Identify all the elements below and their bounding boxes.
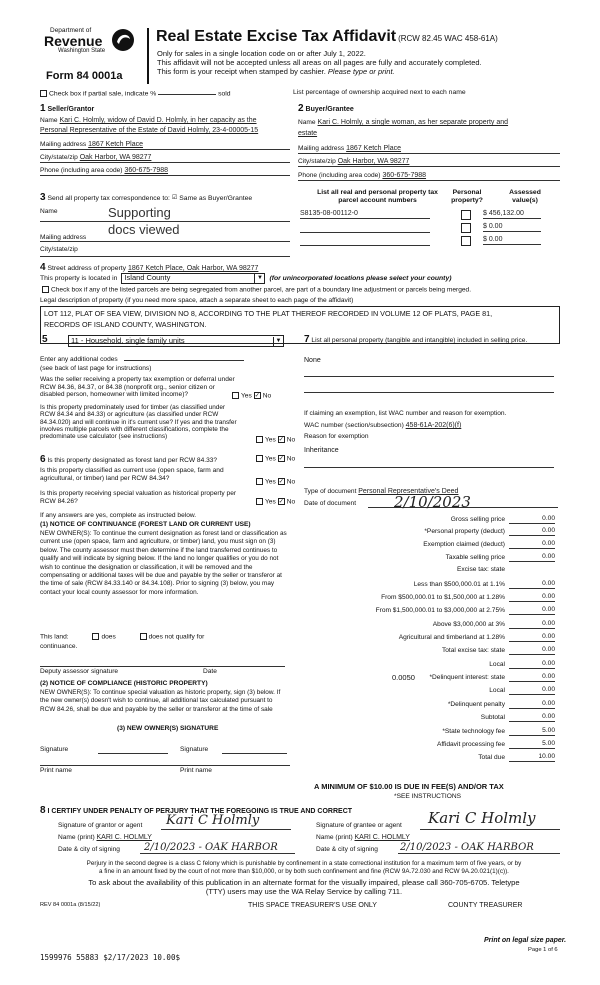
tax-row	[300, 540, 555, 549]
pp-line-1	[304, 376, 554, 377]
seller-name-2[interactable]: Personal Representative of the Estate of David Holmly, 23-4-00005-15	[40, 127, 259, 134]
segregated-row	[40, 286, 471, 294]
new-owner-sig-row	[40, 746, 290, 754]
forest-no-checkbox[interactable]: ✓	[278, 456, 284, 462]
tax-row	[300, 633, 555, 642]
timber-yes-no	[254, 436, 295, 444]
buyer-address[interactable]: 1867 Ketch Place	[346, 145, 402, 152]
parcel-number[interactable]: S8135-08-00112-0	[300, 210, 430, 219]
s8-num: 8	[40, 805, 46, 816]
minimum-due-note: A MINIMUM OF $10.00 IS DUE IN FEE(S) AND/OR TAX	[314, 782, 504, 791]
grantee-date-city[interactable]: 2/10/2023 - OAK HARBOR	[400, 842, 534, 853]
correspondence-num: 3	[40, 192, 46, 203]
tax-row	[300, 686, 555, 695]
buyer-name-row	[298, 119, 560, 127]
new-owner-sig-title: (3) NEW OWNER(S) SIGNATURE	[117, 725, 219, 732]
tax-row	[300, 660, 555, 669]
grantee-name-row	[316, 834, 562, 842]
buyer-name-label: Name	[298, 119, 316, 126]
tax-row-label: Exemption claimed (deduct)	[423, 541, 505, 548]
additional-codes-note: (see back of last page for instructions)	[40, 365, 152, 372]
parcel-number[interactable]	[300, 236, 430, 246]
segregated-label: Check box if any of the listed parcels are being segregated from another parcel, are part of a boundary line adjustment or parcels being merged.	[51, 286, 472, 294]
chevron-down-icon: ▼	[254, 274, 264, 283]
logo-dept: Department of	[50, 27, 92, 34]
seller-title: Seller/Grantor	[47, 106, 95, 113]
tax-row	[300, 753, 555, 762]
partial-sale-checkbox[interactable]	[40, 90, 47, 97]
grantor-name-row	[58, 834, 298, 842]
personal-property-checkbox[interactable]	[461, 223, 471, 233]
form-rcw: (RCW 82.45 WAC 458-61A)	[398, 34, 498, 43]
parcel-col-h1b: parcel account numbers	[338, 196, 417, 204]
this-land-label: This land:	[40, 633, 69, 641]
deputy-date-label: Date	[203, 668, 217, 675]
county-row	[40, 273, 452, 284]
buyer-phone[interactable]: 360-675-7988	[382, 172, 427, 179]
chevron-down-icon: ▼	[273, 337, 283, 346]
deputy-sig-label: Deputy assessor signature	[40, 668, 119, 675]
land-use-select[interactable]	[68, 335, 284, 347]
use-num: 5	[42, 334, 48, 345]
buyer-address-row	[298, 145, 560, 154]
see-instructions: *SEE INSTRUCTIONS	[394, 793, 462, 800]
seller-name-1[interactable]: Kari C. Holmly, widow of David D. Holmly, in her capacity as the	[59, 117, 257, 124]
revenue-swirl-icon	[110, 27, 136, 53]
continuance-label: continuance.	[40, 643, 78, 650]
personal-property-value[interactable]: None	[304, 357, 321, 364]
tax-row-label: Gross selling price	[450, 516, 505, 523]
additional-codes-row	[40, 356, 290, 364]
forest-question-row	[40, 454, 250, 466]
tax-row	[300, 646, 555, 655]
county-treasurer: COUNTY TREASURER	[448, 902, 523, 909]
parcel-col-h1: List all real and personal property tax	[317, 189, 438, 196]
assessed-col-header	[495, 189, 555, 205]
county-note: (for unincorporated locations please select your county)	[269, 274, 452, 282]
tax-row-label: Agricultural and timberland at 1.28%	[398, 634, 505, 641]
street-label: Street address of property	[47, 265, 127, 272]
land-qualify-row	[40, 633, 290, 641]
tax-row	[300, 553, 555, 562]
forest-yes-checkbox[interactable]	[256, 455, 263, 462]
grantee-name-label: Name (print)	[316, 834, 353, 841]
current-use-question: Is this property classified as current use (open space, farm and agricultural, or timber) land per RCW 84.34?	[40, 467, 224, 482]
partial-sold-label: sold	[218, 90, 231, 98]
yes-label: Yes	[265, 436, 276, 444]
tax-row-value[interactable]: 0.00	[509, 620, 555, 629]
does-label: does	[101, 633, 116, 641]
does-checkbox[interactable]	[92, 633, 99, 640]
tax-row	[300, 566, 555, 574]
personal-col-h2: Personal	[452, 189, 482, 196]
alt-format-2: (TTY) users may use the WA Relay Service by calling 711.	[205, 887, 403, 896]
tax-row-label: Local	[489, 687, 505, 694]
exemption-question: Was the seller receiving a property tax exemption or deferral under RCW 84.36, 84.37, or 84.38 (nonprofit org., senior citizen or disabled person, homeowner with limited income)?	[40, 376, 235, 399]
historic-yes-no	[254, 498, 295, 506]
tax-row-label: Less than $500,000.01 at 1.1%	[413, 581, 505, 588]
corr-address-value[interactable]: docs viewed	[108, 222, 180, 237]
tax-row-label: Local	[489, 661, 505, 668]
grantee-sig-label: Signature of grantee or agent	[316, 822, 402, 829]
form-number: Form 84 0001a	[46, 70, 123, 82]
tax-row-label: Subtotal	[480, 714, 505, 721]
no-label: No	[286, 498, 296, 506]
tax-row-label: From $500,000.01 to $1,500,000 at 1.28%	[381, 594, 505, 601]
header-divider	[147, 28, 149, 84]
historic-no-checkbox[interactable]: ✓	[278, 499, 284, 505]
seller-city-label: City/state/zip	[40, 154, 78, 161]
parcel-col-header	[300, 189, 455, 205]
tax-row-value[interactable]: 0.00	[509, 527, 555, 536]
perjury-line-1	[34, 860, 574, 867]
buyer-city[interactable]: Oak Harbor, WA 98277	[337, 158, 410, 165]
tax-row-label: *Delinquent interest: state	[429, 674, 505, 681]
buyer-name-2[interactable]: estate	[298, 130, 318, 137]
tax-row-value[interactable]: 0.00	[509, 713, 555, 722]
current-use-yes-checkbox[interactable]	[256, 478, 263, 485]
new-owner-print-row	[40, 765, 290, 775]
tax-row	[300, 606, 555, 615]
buyer-title: Buyer/Grantee	[305, 106, 354, 113]
continuance-title: (1) NOTICE OF CONTINUANCE (FOREST LAND OR CURRENT USE)	[40, 521, 251, 528]
forest-yes-no	[254, 455, 295, 463]
wac-label: WAC number (section/subsection)	[304, 422, 404, 429]
tax-row-value[interactable]: 0.00	[509, 673, 555, 682]
no-label: No	[286, 478, 296, 486]
correspondence-heading	[40, 192, 252, 204]
tax-row-value[interactable]: 0.00	[509, 540, 555, 549]
tax-row-value[interactable]: 0.00	[509, 606, 555, 615]
header-line2: This affidavit will not be accepted unless all areas on all pages are fully and accurately completed.	[157, 58, 482, 67]
correspondence-label: Send all property tax correspondence to:	[47, 195, 170, 202]
doc-date-row	[304, 493, 558, 511]
page-number: Page 1 of 6	[528, 947, 558, 953]
timber-question: Is this property predominately used for timber (as classified under RCW 84.34 and 84.33) or agriculture (as classified under RCW 84.34.020) and will continue in it's current use? If yes and the transfer involves multiple parcels with different classifications, complete the predominate use calculator (see instructions)	[40, 404, 237, 441]
tax-row	[300, 713, 555, 722]
buyer-address-label: Mailing address	[298, 145, 345, 152]
tax-row-value[interactable]: 0.00	[509, 580, 555, 589]
buyer-phone-label: Phone (including area code)	[298, 172, 381, 179]
new-owner-sig-label: Signature	[40, 746, 69, 753]
grantor-date-row	[58, 842, 298, 854]
tax-row	[300, 580, 555, 589]
local-rate[interactable]: 0.0050	[392, 673, 415, 682]
buyer-phone-row	[298, 172, 560, 181]
tax-row-value[interactable]: 5.00	[509, 727, 555, 736]
alt-format-1: To ask about the availability of this publication in an alternate format for the visually impaired, please call 360-705-6705. Teletype	[88, 878, 520, 887]
buyer-name-1[interactable]: Kari C. Holmly, a single woman, as her separate property and	[317, 119, 509, 126]
street-num: 4	[40, 262, 46, 273]
buyer-city-row	[298, 158, 560, 167]
tax-row-label: Taxable selling price	[445, 554, 505, 561]
same-as-buyer-checkbox[interactable]: ☑	[171, 194, 178, 201]
tax-row-value[interactable]: 0.00	[509, 633, 555, 642]
perjury-text-2: a fine in an amount fixed by the court of not more than $10,000, or by both such confinement and fine (RCW 9A.72.030 and RCW 9A.20.021(1)(c)).	[99, 868, 509, 875]
seller-phone-row	[40, 167, 290, 176]
wac-value[interactable]: 458-61A-202(6)(f)	[405, 422, 462, 429]
yes-label: Yes	[241, 392, 252, 400]
legal-line-2: RECORDS OF ISLAND COUNTY, WASHINGTON.	[44, 320, 207, 330]
doc-date-label: Date of document	[304, 500, 357, 507]
county-label: This property is located in	[40, 274, 118, 282]
tax-row-label: Excise tax: state	[456, 566, 505, 573]
buyer-city-label: City/state/zip	[298, 158, 336, 165]
land-use-value: 11 - Household, single family units	[71, 335, 185, 345]
personal-property-row	[304, 334, 556, 346]
assessed-value[interactable]: $ 0.00	[483, 236, 541, 245]
reason-line-1	[304, 467, 554, 468]
grantee-signature[interactable]: Kari C Holmly	[428, 809, 536, 827]
tax-row	[300, 673, 555, 682]
compliance-text: NEW OWNER(S): To continue special valuation as historic property, sign (3) below. If the new owner(s) doesn't wish to continue, all additional tax calculated pursuant to RCW 84.26, shall be due and payable by the seller or transferor at the time of sale	[40, 689, 281, 713]
county-select[interactable]	[121, 273, 265, 284]
tax-row	[300, 620, 555, 629]
exemption-yes-checkbox[interactable]	[232, 392, 239, 399]
additional-codes-label: Enter any additional codes	[40, 356, 118, 363]
exemption-yes-no	[230, 392, 271, 400]
print-name-label-2: Print name	[180, 767, 212, 774]
parcel-number[interactable]	[300, 223, 430, 233]
grantor-sig-label: Signature of grantor or agent	[58, 822, 143, 829]
no-label: No	[286, 455, 296, 463]
ownership-note: List percentage of ownership acquired next to each name	[293, 89, 466, 96]
tax-row-label: From $1,500,000.01 to $3,000,000 at 2.75%	[375, 607, 505, 614]
exemption-claim-label: If claiming an exemption, list WAC number and reason for exemption.	[304, 410, 507, 417]
corr-name-row	[40, 205, 290, 222]
form-title-block	[156, 28, 498, 46]
current-use-no-checkbox[interactable]: ✓	[278, 479, 284, 485]
doc-date-value[interactable]: 2/10/2023	[394, 493, 471, 511]
tax-row-label: Above $3,000,000 at 3%	[432, 621, 505, 628]
yes-label: Yes	[265, 498, 276, 506]
yes-label: Yes	[265, 455, 276, 463]
tax-row	[300, 527, 555, 536]
continuance-text: NEW OWNER(S): To continue the current designation as forest land or classification as current use (open space, farm and agriculture, or timber) land, you must sign on (3) below. The county assessor must then determine if the land transferred continues to qualify and will indicate by signing below. If the land no longer qualifies or you do not wish to continue the designation or classification, it will be removed and the compensating or additional taxes will be due and payable by the seller or transferor at the time of sale (RCW 84.33.140 or 84.34.108). Prior to signing (3) below, you may contact your local county assessor for more information.	[40, 530, 287, 596]
type-print-text: Please type or print.	[327, 67, 395, 76]
personal-col-h2b: property?	[451, 196, 483, 204]
tax-row-value[interactable]: 5.00	[509, 740, 555, 749]
forest-question: Is this property designated as forest land per RCW 84.33?	[47, 457, 218, 464]
same-as-buyer-label: Same as Buyer/Grantee	[179, 195, 253, 202]
reason-label: Reason for exemption	[304, 433, 369, 440]
seller-city-row	[40, 154, 290, 163]
revision: REV 84 0001a (8/15/22)	[40, 902, 101, 908]
deputy-sig-line	[40, 666, 285, 676]
tax-row-value[interactable]: 10.00	[509, 753, 555, 762]
answers-note: If any answers are yes, complete as instructed below.	[40, 512, 197, 519]
tax-row	[300, 515, 555, 524]
grantee-sig-row	[316, 809, 562, 830]
form-title: Real Estate Excise Tax Affidavit	[156, 28, 397, 45]
certify-text: I CERTIFY UNDER PENALTY OF PERJURY THAT THE FOREGOING IS TRUE AND CORRECT	[47, 808, 353, 815]
corr-address-row	[40, 222, 290, 242]
corr-address-label: Mailing address	[40, 234, 87, 241]
logo-state: Washington State	[58, 48, 106, 55]
new-owner-sig-label-2: Signature	[180, 746, 209, 753]
tax-row-value[interactable]: 0.00	[509, 660, 555, 669]
assessed-value[interactable]: $ 456,132.00	[483, 210, 541, 219]
doc-type-value[interactable]: Personal Representative's Deed	[358, 488, 459, 495]
receipt-text: This form is your receipt when stamped by cashier.	[157, 67, 326, 76]
timber-yes-checkbox[interactable]	[256, 436, 263, 443]
seller-address-row	[40, 141, 290, 150]
no-label: No	[262, 392, 272, 400]
assessed-value[interactable]: $ 0.00	[483, 223, 541, 232]
no-label: No	[286, 436, 296, 444]
seller-address[interactable]: 1867 Ketch Place	[88, 141, 144, 148]
wac-row	[304, 422, 461, 430]
treasurer-use: THIS SPACE TREASURER'S USE ONLY	[248, 902, 377, 909]
assessed-col-h3: Assessed	[509, 189, 541, 196]
s7-num: 7	[304, 334, 310, 345]
personal-property-checkbox[interactable]	[461, 210, 471, 220]
corr-name-label: Name	[40, 208, 58, 215]
tax-row-value[interactable]: 0.00	[509, 515, 555, 524]
header-line1: Only for sales in a single location code on or after July 1, 2022.	[157, 49, 366, 58]
tax-row-value[interactable]: 0.00	[509, 553, 555, 562]
tax-row-label: *Personal property (deduct)	[424, 528, 505, 535]
grantor-date-city[interactable]: 2/10/2023 - OAK HARBOR	[144, 842, 278, 853]
assessed-col-h3b: value(s)	[512, 196, 538, 204]
s6-num: 6	[40, 454, 46, 465]
perjury-text-1: Perjury in the second degree is a class C felony which is punishable by confinement in a state correctional institution for a maximum term of five years, or by	[86, 860, 522, 867]
personal-property-checkbox[interactable]	[461, 236, 471, 246]
logo-revenue: Revenue	[44, 33, 103, 50]
current-use-yes-no	[254, 478, 295, 486]
legal-paper-note: Print on legal size paper.	[484, 937, 567, 944]
grantor-name[interactable]: KARI C. HOLMLY	[96, 834, 152, 841]
grantor-signature[interactable]: Kari C Holmly	[166, 813, 260, 828]
buyer-heading	[298, 103, 354, 115]
grantor-date-label: Date & city of signing	[58, 846, 120, 853]
parcel-row	[300, 223, 560, 234]
does-not-qualify-checkbox[interactable]	[140, 633, 147, 640]
tax-row-value[interactable]: 0.00	[509, 686, 555, 695]
segregated-checkbox[interactable]	[42, 286, 49, 293]
recording-stamp: 1599976 55883 $2/17/2023 10.00$	[40, 953, 180, 962]
seller-phone-label: Phone (including area code)	[40, 167, 123, 174]
street-row	[40, 262, 258, 274]
tax-row-label: *State technology fee	[442, 728, 505, 735]
grantee-date-row	[316, 842, 562, 854]
corr-city-label: City/state/zip	[40, 246, 78, 253]
tax-row-label: Affidavit processing fee	[436, 741, 505, 748]
seller-name-label: Name	[40, 117, 58, 124]
historic-yes-checkbox[interactable]	[256, 498, 263, 505]
tax-row	[300, 700, 555, 709]
seller-address-label: Mailing address	[40, 141, 87, 148]
reason-value[interactable]: Inheritance	[304, 447, 339, 454]
tax-row	[300, 740, 555, 749]
grantee-name[interactable]: KARI C. HOLMLY	[354, 834, 410, 841]
seller-name-row	[40, 117, 290, 125]
street-address[interactable]: 1867 Ketch Place, Oak Harbor, WA 98277	[127, 265, 259, 272]
corr-city-row	[40, 246, 290, 257]
seller-city[interactable]: Oak Harbor, WA 98277	[79, 154, 152, 161]
tax-row-label: Total excise tax: state	[441, 647, 505, 654]
personal-property-label: List all personal property (tangible and intangible) included in selling price.	[311, 337, 528, 344]
personal-col-header	[447, 189, 487, 205]
seller-num: 1	[40, 103, 46, 114]
does-not-qualify-label: does not qualify for	[148, 633, 205, 641]
header-line3	[157, 68, 395, 77]
grantor-name-label: Name (print)	[58, 834, 95, 841]
pp-line-2	[304, 392, 554, 393]
tax-row-value[interactable]: 0.00	[509, 593, 555, 602]
compliance-title: (2) NOTICE OF COMPLIANCE (HISTORIC PROPERTY)	[40, 680, 208, 687]
print-name-label: Print name	[40, 767, 72, 774]
exemption-no-checkbox[interactable]: ✓	[254, 393, 260, 399]
tax-row-value[interactable]: 0.00	[509, 646, 555, 655]
seller-phone[interactable]: 360-675-7988	[124, 167, 169, 174]
tax-row	[300, 727, 555, 736]
tax-row-label: *Delinquent penalty	[447, 701, 505, 708]
legal-label: Legal description of property (if you need more space, attach a separate sheet to each page of the affidavit)	[40, 297, 354, 304]
parcel-row	[300, 236, 560, 247]
yes-label: Yes	[265, 478, 276, 486]
parcel-row	[300, 210, 560, 221]
tax-row-label: Total due	[478, 754, 505, 761]
tax-row	[300, 593, 555, 602]
tax-row-value[interactable]: 0.00	[509, 700, 555, 709]
grantee-date-label: Date & city of signing	[316, 846, 378, 853]
corr-name-value[interactable]: Supporting	[108, 205, 171, 220]
grantor-sig-row	[58, 813, 298, 830]
dor-logo	[44, 27, 144, 55]
historic-question: Is this property receiving special valuation as historical property per RCW 84.26?	[40, 490, 237, 505]
seller-heading	[40, 103, 94, 115]
buyer-num: 2	[298, 103, 304, 114]
partial-sale-row	[38, 90, 231, 98]
partial-sale-label: Check box if partial sale, indicate %	[49, 90, 157, 98]
legal-line-1: LOT 112, PLAT OF SEA VIEW, DIVISION NO 8, ACCORDING TO THE PLAT THEREOF RECORDED IN VOLUME 12 OF PLATS, PAGE 81,	[44, 309, 493, 318]
timber-no-checkbox[interactable]: ✓	[278, 437, 284, 443]
county-value: Island County	[124, 273, 171, 283]
doc-type-label: Type of document	[304, 488, 357, 495]
